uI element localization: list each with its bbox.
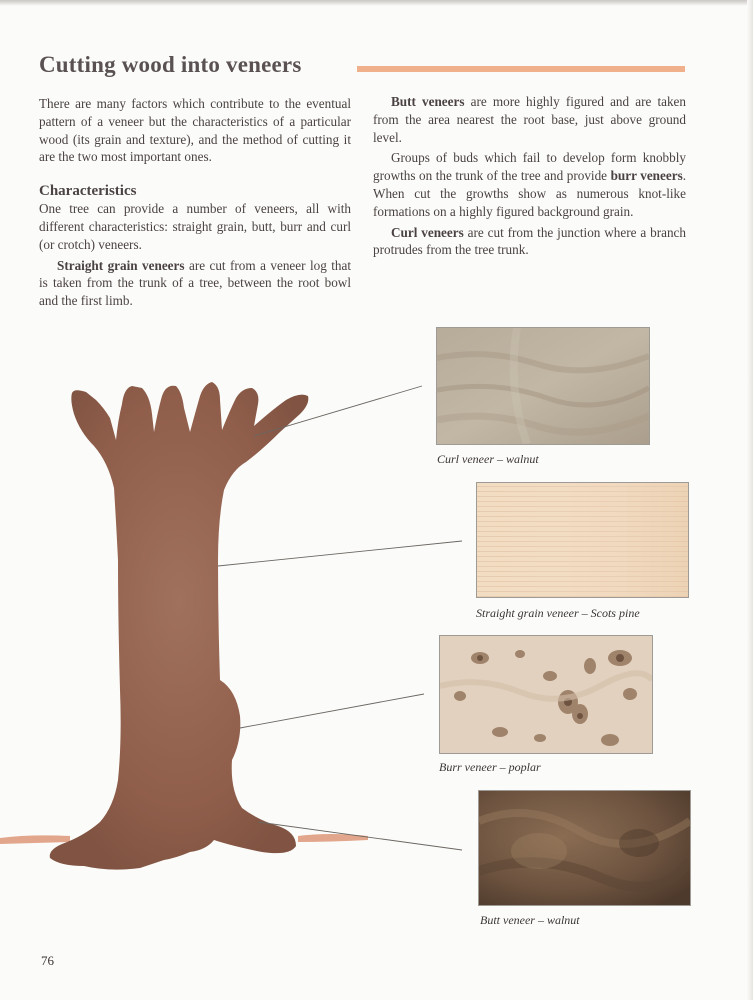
page-title: Cutting wood into veneers — [39, 52, 302, 77]
ground-right — [298, 834, 368, 842]
caption-curl: Curl veneer – walnut — [437, 452, 539, 466]
right-column — [373, 93, 686, 259]
burr-text-post: . When cut the growths show as numerous knot-like formations on a highly figured background grain. — [373, 168, 686, 219]
ground-left — [0, 835, 70, 844]
tree-trunk — [50, 382, 309, 870]
burr-paragraph — [373, 149, 686, 220]
burr-term: burr veneers — [610, 168, 683, 184]
straight-grain-term: Straight grain veneers — [57, 257, 185, 273]
page-top-edge — [0, 0, 753, 6]
straight-grain-text: are cut from a veneer log that is taken from the trunk of a tree, between the root bowl and the first limb. — [39, 257, 351, 309]
curl-text: are cut from the junction where a branch protrudes from the tree trunk. — [373, 224, 686, 258]
leader-straight — [218, 541, 462, 566]
page-number: 76 — [41, 953, 54, 968]
caption-straight-grain: Straight grain veneer – Scots pine — [476, 606, 640, 620]
leader-burr — [240, 694, 424, 728]
butt-veneer-swatch — [478, 790, 691, 906]
title-accent-rule — [357, 66, 685, 72]
curl-veneer-swatch — [436, 327, 650, 445]
left-column — [39, 95, 351, 310]
caption-burr: Burr veneer – poplar — [439, 760, 541, 774]
butt-term: Butt veneers — [391, 94, 465, 109]
curl-paragraph — [373, 224, 686, 260]
caption-butt: Butt veneer – walnut — [480, 913, 580, 927]
straight-grain-veneer-swatch — [476, 482, 689, 598]
curl-term: Curl veneers — [391, 224, 464, 240]
butt-text: are more highly figured and are taken from the area nearest the root base, just above ground level. — [373, 94, 686, 145]
butt-paragraph — [373, 93, 686, 146]
burr-veneer-swatch — [439, 635, 653, 754]
intro-paragraph: There are many factors which contribute to the eventual pattern of a veneer but the characteristics of a particular wood (its grain and texture), and the method of cutting it are the two most important ones. — [39, 96, 351, 165]
characteristics-heading: Characteristics — [39, 183, 137, 200]
characteristics-paragraph: One tree can provide a number of veneers, all with different characteristics: straight grain, butt, burr and curl (or crotch) veneers. — [39, 201, 351, 252]
burr-text-pre: Groups of buds which fail to develop form knobbly growths on the trunk of the tree and provide — [373, 150, 686, 184]
